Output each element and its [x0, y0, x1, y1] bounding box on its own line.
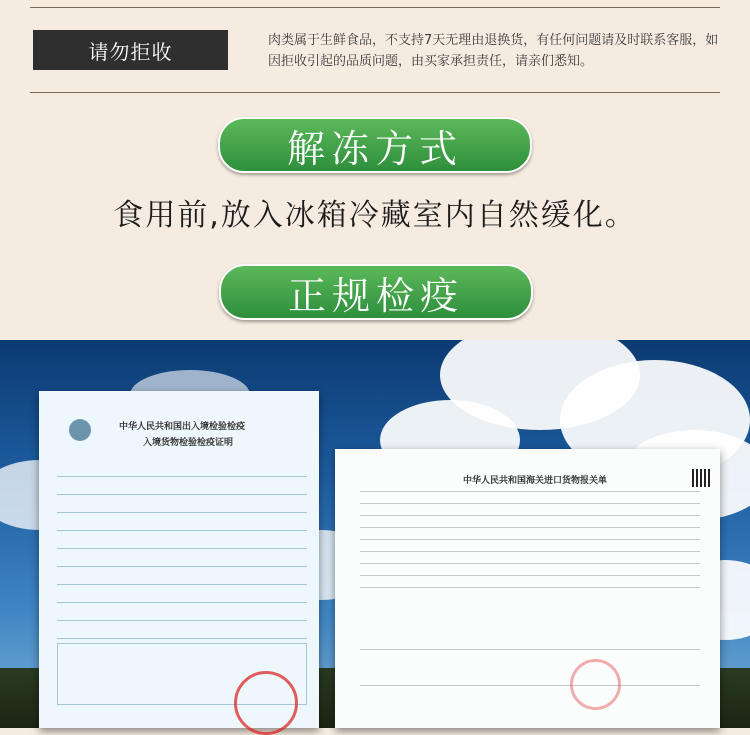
thaw-heading: 解冻方式: [218, 117, 532, 173]
red-stamp-icon: [234, 671, 298, 735]
top-divider: [30, 7, 720, 8]
cert-title-2: 入境货物检验检疫证明: [143, 438, 234, 448]
quarantine-certificate: [39, 391, 319, 728]
faded-stamp-icon: [570, 659, 621, 710]
notice-text: 肉类属于生鲜食品，不支持7天无理由退换货，有任何问题请及时联系客服，如因拒收引起的品质问题，由买家承担责任，请亲们悉知。: [268, 33, 719, 69]
qr-code-icon: [692, 469, 710, 487]
thaw-instruction: 食用前,放入冰箱冷藏室内自然缓化。: [113, 198, 637, 233]
reject-tag: 请勿拒收: [33, 30, 228, 70]
declaration-title: 中华人民共和国海关进口货物报关单: [463, 476, 608, 486]
customs-declaration: [335, 449, 720, 728]
quarantine-heading: 正规检疫: [219, 264, 533, 320]
emblem-icon: [69, 419, 91, 441]
cert-title-1: 中华人民共和国出入境检验检疫: [119, 422, 246, 432]
section-divider: [30, 92, 720, 93]
